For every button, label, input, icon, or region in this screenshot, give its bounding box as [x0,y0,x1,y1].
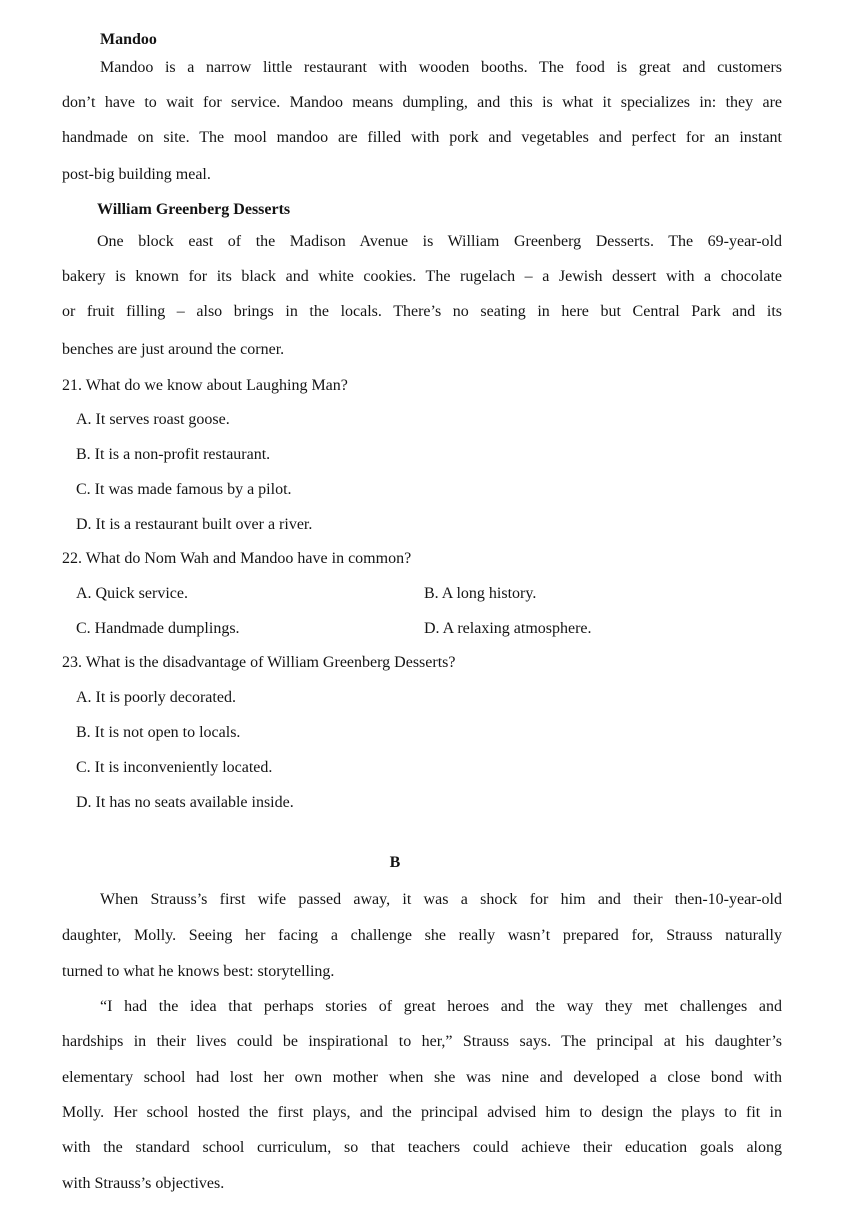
question-23-option-c: C. It is inconveniently located. [76,759,273,776]
passage-b-para2-line-1: “I had the idea that perhaps stories of great heroes and the way they met challenges and [100,998,782,1015]
question-22-option-b: B. A long history. [424,585,537,602]
question-23-option-b: B. It is not open to locals. [76,724,241,741]
mandoo-line-1: Mandoo is a narrow little restaurant with wooden booths. The food is great and customers [100,59,782,76]
passage-b-para2-line-2: hardships in their lives could be inspirational to her,” Strauss says. The principal at his daughter’s [62,1033,782,1050]
section-b-label: B [389,854,401,871]
passage-b-para2-line-5: with the standard school curriculum, so that teachers could achieve their education goals along [62,1139,782,1156]
mandoo-heading: Mandoo [100,31,157,48]
greenberg-line-3: or fruit filling – also brings in the locals. There’s no seating in here but Central Park and its [62,303,782,320]
question-21-option-b: B. It is a non-profit restaurant. [76,446,271,463]
question-21-option-a: A. It serves roast goose. [76,411,230,428]
mandoo-line-4: post-big building meal. [62,166,211,183]
greenberg-line-4: benches are just around the corner. [62,341,285,358]
question-21-stem: 21. What do we know about Laughing Man? [62,377,348,394]
passage-b-para2-line-3: elementary school had lost her own mother when she was nine and developed a close bond with [62,1069,782,1086]
question-22-option-c: C. Handmade dumplings. [76,620,240,637]
passage-b-para1-line-2: daughter, Molly. Seeing her facing a challenge she really wasn’t prepared for, Strauss naturally [62,927,782,944]
passage-b-para2-line-4: Molly. Her school hosted the first plays, and the principal advised him to design the plays to fit in [62,1104,782,1121]
question-21-option-d: D. It is a restaurant built over a river. [76,516,313,533]
greenberg-line-2: bakery is known for its black and white cookies. The rugelach – a Jewish dessert with a chocolate [62,268,782,285]
question-21-option-c: C. It was made famous by a pilot. [76,481,292,498]
passage-b-para2-line-6: with Strauss’s objectives. [62,1175,225,1192]
passage-b-para1-line-1: When Strauss’s first wife passed away, it was a shock for him and their then-10-year-old [100,891,782,908]
greenberg-heading: William Greenberg Desserts [97,201,291,218]
question-22-option-d: D. A relaxing atmosphere. [424,620,592,637]
question-23-option-a: A. It is poorly decorated. [76,689,236,706]
mandoo-line-2: don’t have to wait for service. Mandoo means dumpling, and this is what it specializes in: they are [62,94,782,111]
question-22-stem: 22. What do Nom Wah and Mandoo have in common? [62,550,412,567]
question-23-stem: 23. What is the disadvantage of William Greenberg Desserts? [62,654,456,671]
question-22-option-a: A. Quick service. [76,585,188,602]
passage-b-para1-line-3: turned to what he knows best: storytelling. [62,963,335,980]
greenberg-line-1: One block east of the Madison Avenue is William Greenberg Desserts. The 69-year-old [97,233,782,250]
question-23-option-d: D. It has no seats available inside. [76,794,294,811]
mandoo-line-3: handmade on site. The mool mandoo are filled with pork and vegetables and perfect for an instant [62,129,782,146]
